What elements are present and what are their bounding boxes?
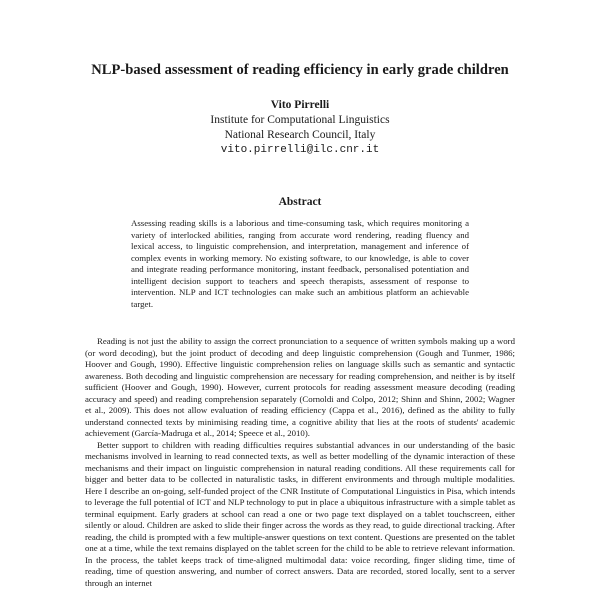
author-block — [0, 98, 600, 158]
author-council: National Research Council, Italy — [224, 129, 376, 141]
author-name: Vito Pirrelli — [270, 99, 330, 111]
abstract-heading: Abstract — [278, 196, 322, 208]
body-text — [85, 336, 515, 589]
author-institute: Institute for Computational Linguistics — [210, 114, 390, 126]
author-email: vito.pirrelli@ilc.cnr.it — [220, 144, 380, 156]
body-paragraph-2: Better support to children with reading difficulties requires substantial advances in our understanding of the basic mechanisms involved in learning to read connected texts, as well as better modelling of the dynamic interaction of these mechanisms and their impact on linguistic comprehension in natural reading conditions. All these requirements call for bigger and better data to be collected in naturalistic tasks, in different environments and through multiple modalities. Here I describe an on-going, self-funded project of the CNR Institute of Computational Linguistics in Pisa, which intends to leverage the full potential of ICT and NLP technology to put in place a ubiquitous infrastructure with a simple tablet as terminal equipment. Early graders at school can read a one or two page text displayed on a tablet touchscreen, either silently or aloud. Children are asked to slide their finger across the words as they read, to guide directional tracking. After reading, the child is prompted with a few multiple-answer questions on text content. Questions are presented on the tablet one at a time, while the text remains displayed on the tablet screen for the child to be able to retrieve relevant information. In the process, the tablet keeps track of time-aligned multimodal data: voice recording, finger sliding time, time of reading, time of question answering, and number of correct answers. Data are recorded, stored locally, sent to a server through an internet — [85, 439, 515, 588]
abstract-text: Assessing reading skills is a laborious and time-consuming task, which requires monitoring a variety of interlocked abilities, ranging from accurate word rendering, reading fluency and lexical access, to linguistic comprehension, and interpretation, management and inference of complex events in working memory. No existing software, to our knowledge, is able to cover and integrate reading performance monitoring, instant feedback, personalised potentiation and intelligent decision support to teachers and speech therapists, assessment of response to intervention. NLP and ICT technologies can make such an ambitious platform an achievable target. — [131, 218, 469, 309]
body-paragraph-1: Reading is not just the ability to assign the correct pronunciation to a sequence of written symbols making up a word (or word decoding), but the joint product of decoding and deep linguistic comprehension (Gough and Tunmer, 1986; Hoover and Gough, 1990). Effective linguistic comprehension relies on language skills such as semantic and syntactic awareness. Both decoding and linguistic comprehension are necessary for reading comprehension, and neither is by itself sufficient (Hoover and Gough, 1990). However, current protocols for reading assessment measure decoding (reading accuracy and speed) and reading comprehension separately (Cornoldi and Colpo, 2012; Shinn and Shinn, 2002; Wagner et al., 2009). This does not allow evaluation of reading efficiency (Cappa et al., 2016), defined as the ability to fully understand connected texts by minimising reading time, a cognitive ability that lies at the roots of students' academic achievement (García-Madruga et al., 2014; Speece et al., 2010). — [85, 336, 515, 438]
paper-title: NLP-based assessment of reading efficiency in early grade children — [91, 62, 509, 78]
